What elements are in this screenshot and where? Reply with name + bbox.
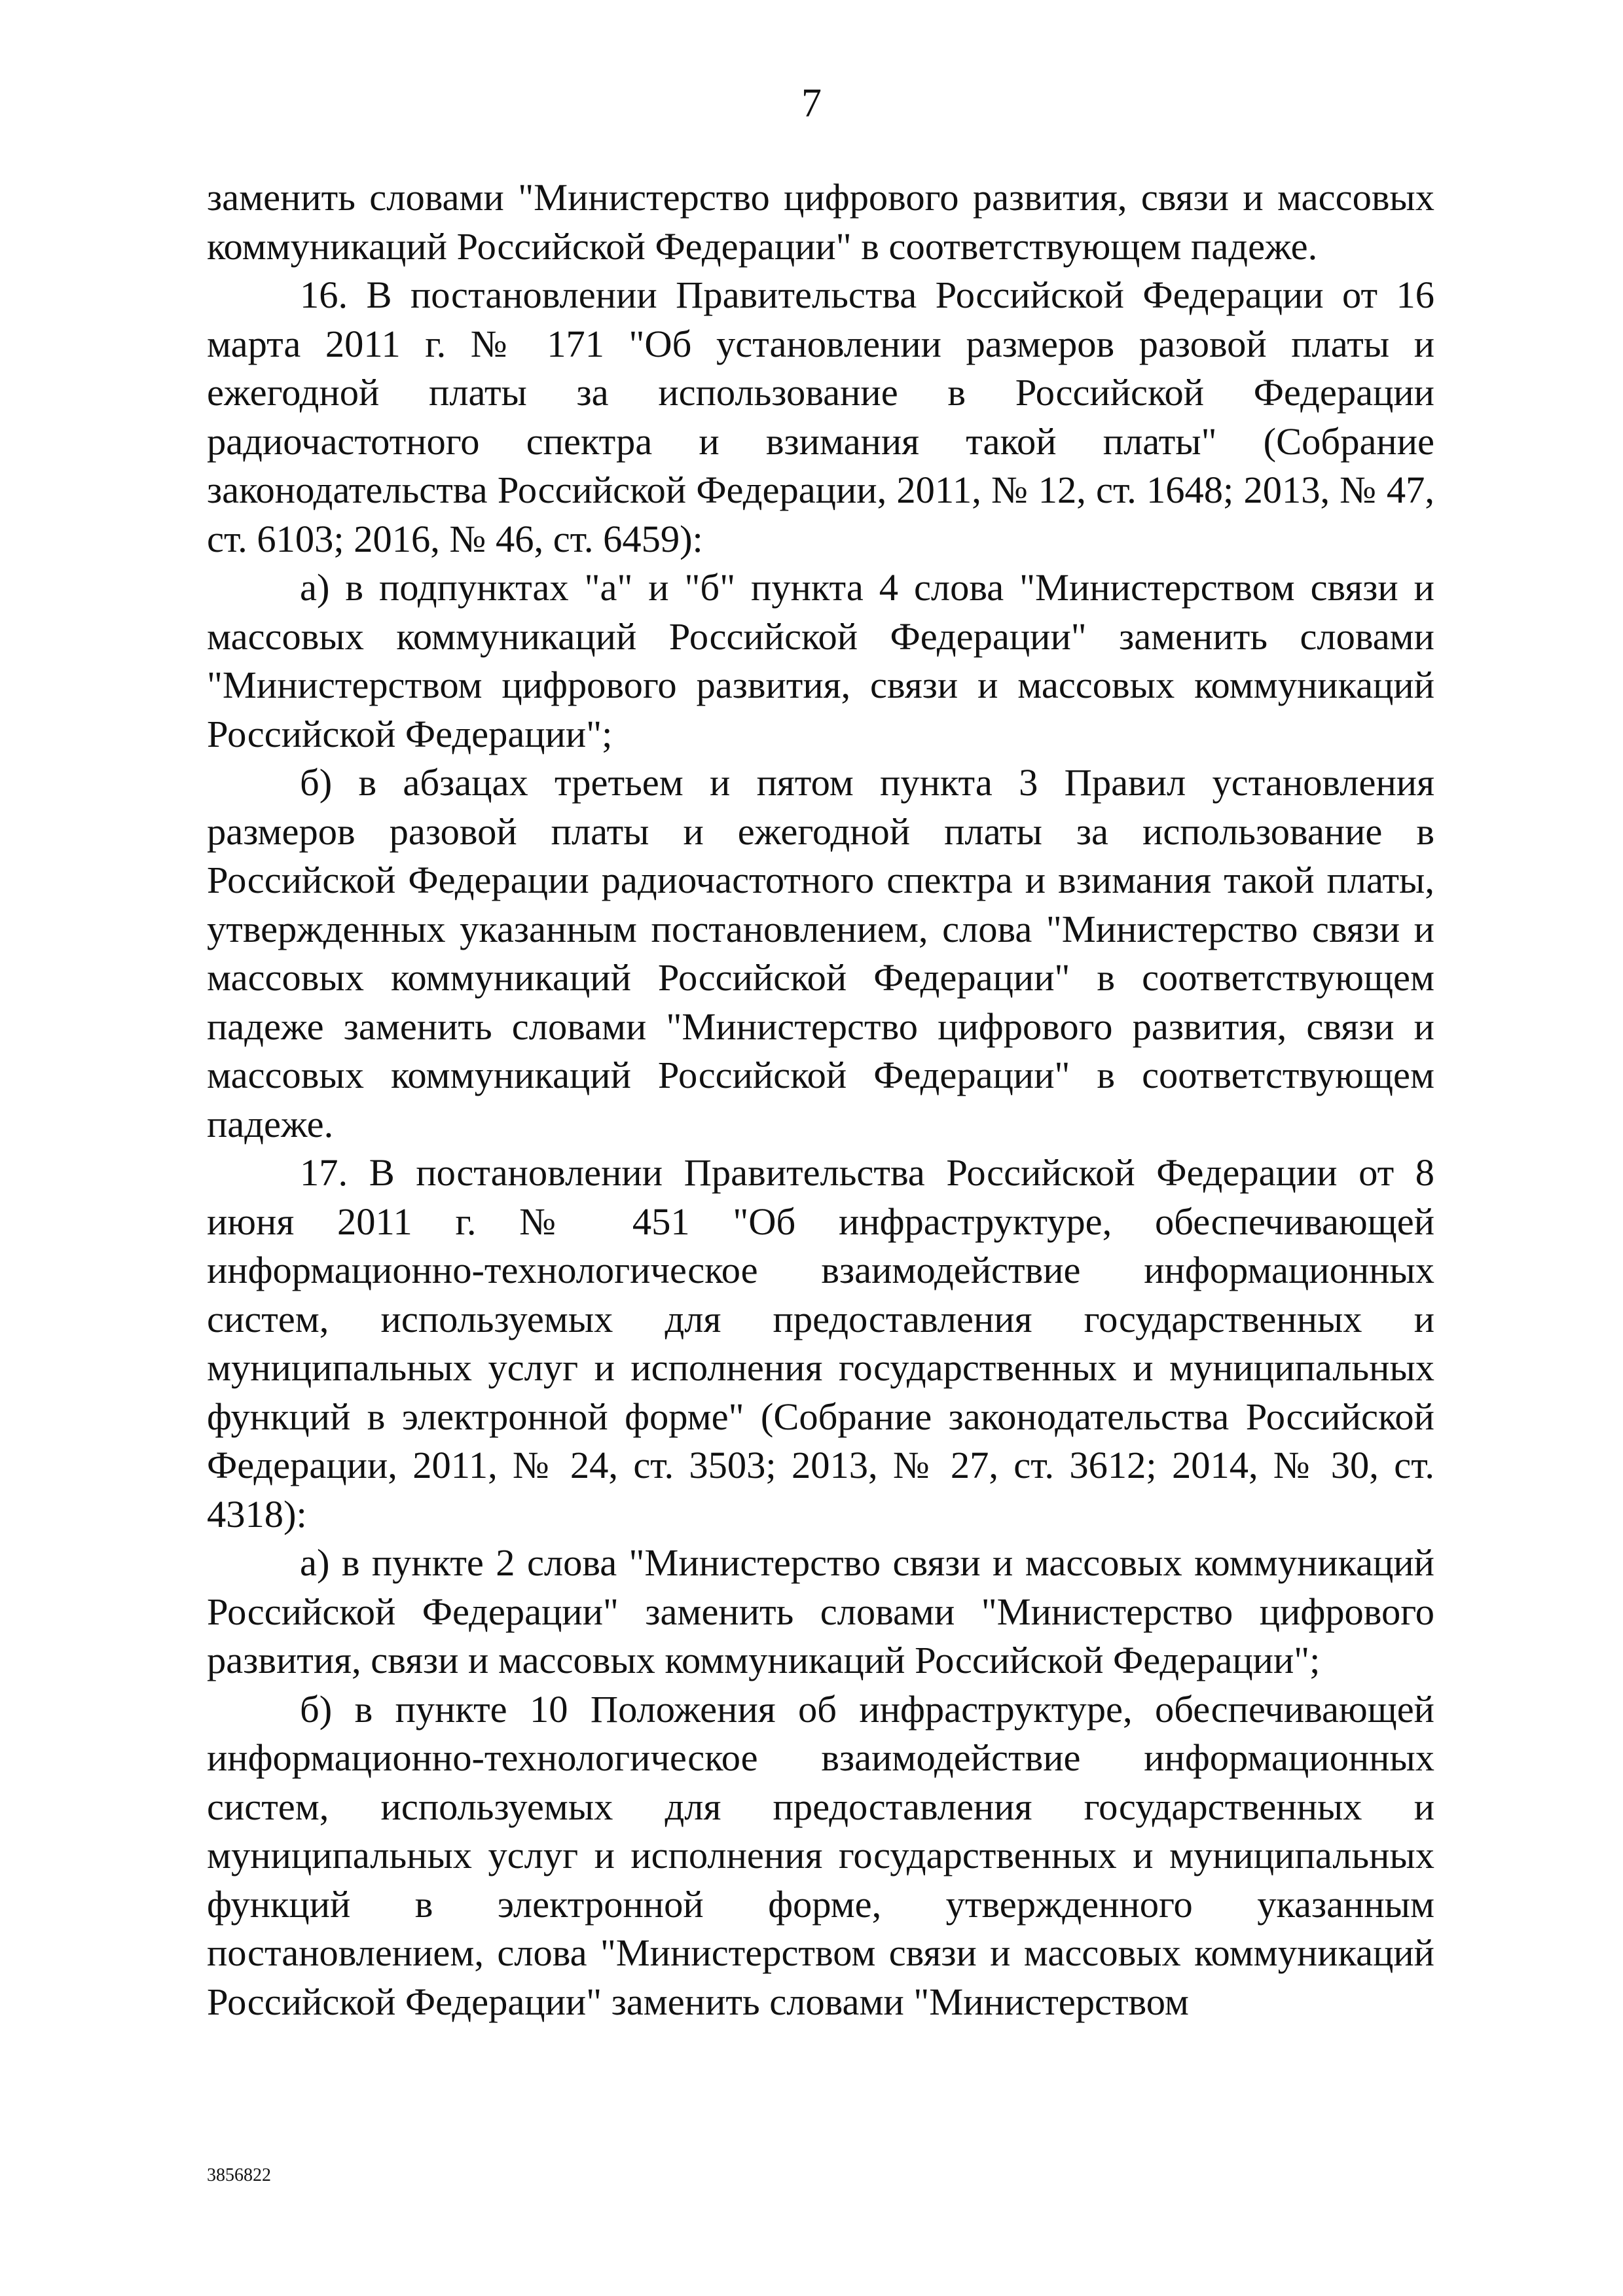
paragraph-continuation: заменить словами "Министерство цифрового развития, связи и массовых коммуникаций Российской Федерации" в соответствующем падеже. xyxy=(207,176,1434,268)
paragraph-item-17-a: а) в пункте 2 слова "Министерство связи и массовых коммуникаций Российской Федерации" заменить словами "Министерство цифрового развития, связи и массовых коммуникаций Российской Федерации"; xyxy=(207,1541,1434,1681)
paragraph-item-17: 17. В постановлении Правительства Российской Федерации от 8 июня 2011 г. № 451 "Об инфраструктуре, обеспечивающей информационно-технологическое взаимодействие информационных систем, используемых для предоставления государственных и муниципальных услуг и исполнения государственных и муниципальных функций в электронной форме" (Собрание законодательства Российской Федерации, 2011, № 24, ст. 3503; 2013, № 27, ст. 3612; 2014, № 30, ст. 4318): xyxy=(207,1151,1434,1535)
document-body xyxy=(207,173,1434,2026)
paragraph-item-16: 16. В постановлении Правительства Российской Федерации от 16 марта 2011 г. № 171 "Об установлении размеров разовой платы и ежегодной платы за использование в Российской Федерации радиочастотного спектра и взимания такой платы" (Собрание законодательства Российской Федерации, 2011, № 12, ст. 1648; 2013, № 47, ст. 6103; 2016, № 46, ст. 6459): xyxy=(207,274,1434,560)
paragraph-item-16-a: а) в подпунктах "а" и "б" пункта 4 слова "Министерством связи и массовых коммуникаций Российской Федерации" заменить словами "Министерством цифрового развития, связи и массовых коммуникаций Российской Федерации"; xyxy=(207,566,1434,755)
paragraph-item-16-b: б) в абзацах третьем и пятом пункта 3 Правил установления размеров разовой платы и ежегодной платы за использование в Российской Федерации радиочастотного спектра и взимания такой платы, утвержденных указанным постановлением, слова "Министерство связи и массовых коммуникаций Российской Федерации" в соответствующем падеже заменить словами "Министерство цифрового развития, связи и массовых коммуникаций Российской Федерации" в соответствующем падеже. xyxy=(207,761,1434,1145)
document-code: 3856822 xyxy=(207,2165,271,2185)
paragraph-item-17-b: б) в пункте 10 Положения об инфраструктуре, обеспечивающей информационно-технологическое взаимодействие информационных систем, используемых для предоставления государственных и муниципальных услуг и исполнения государственных и муниципальных функций в электронной форме, утвержденного указанным постановлением, слова "Министерством связи и массовых коммуникаций Российской Федерации" заменить словами "Министерством xyxy=(207,1687,1434,2023)
page-number: 7 xyxy=(801,81,822,126)
